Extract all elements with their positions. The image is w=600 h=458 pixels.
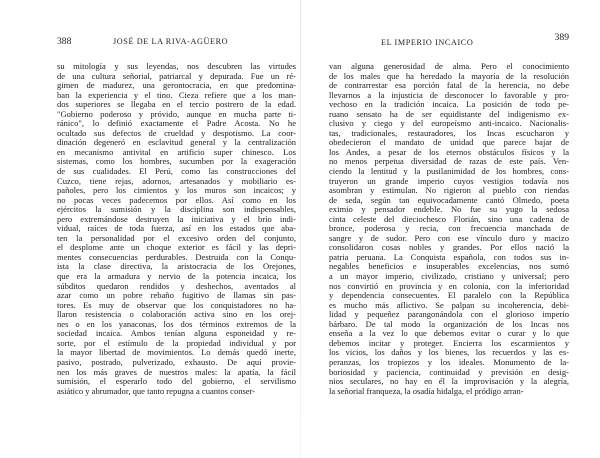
text-line: van alguna generosidad de alma. Pero el conocimiento: [329, 62, 569, 71]
text-line: sorte, por el estímulo de la propiedad individual y por: [57, 338, 296, 348]
text-line: truyeron un grande imperio cuyos vestigios todavía nos: [329, 176, 569, 186]
text-line: dinación degeneró en esclavitud general y la centralización: [57, 138, 296, 148]
text-line: vidual, raíces de toda fuerza, así en los estados que aba-: [57, 224, 296, 234]
text-line: de sus cualidades. El Perú, como las construcciones del: [57, 167, 296, 177]
text-line: ránico", lo definió exactamente el Padre Acosta. No he: [57, 119, 296, 129]
text-line: llaron resistencia o colaboración activa sino en los orej-: [57, 310, 296, 320]
text-line: tas, tradicionales, restauradores, los Incas escucharon y: [329, 128, 569, 138]
left-running-head: [57, 36, 296, 48]
text-line: la mayor libertad de movimientos. Lo demás quedó inerte,: [57, 348, 296, 358]
text-line: patria peruana. La Conquista española, con todos sus in-: [329, 252, 569, 262]
text-line: que era la armadura y nervio de la potencia incaica, los: [57, 272, 296, 282]
text-line: obedecieron el mandato de unidad que parece bajar de: [329, 138, 569, 148]
text-line: Cuzco, tiene rejas, adornos, artesanados y mobiliario es-: [57, 176, 296, 186]
left-running-title: JOSÉ DE LA RIVA-AGÜERO: [113, 37, 229, 46]
text-line: "Gobierno poderoso y próvido, aunque en mucha parte ti-: [57, 109, 296, 119]
text-line: es mucho más aflictivo. Se palpan su incoherencia, debi-: [329, 300, 569, 310]
text-line: ejércitos la sumisión y la disciplina son indispensables,: [57, 205, 296, 215]
right-running-head: [329, 32, 569, 48]
text-line: clusivo y ciego y del europeísmo anti-incaico. Nacionalis-: [329, 119, 569, 129]
text-line: no menos perpetua diversidad de razas de este país. Ven-: [329, 157, 569, 167]
text-line: no pocas veces padecemos por ellos. Así como en los: [57, 195, 296, 205]
left-page-number: 388: [57, 36, 72, 47]
page-gutter: [300, 0, 301, 458]
text-line: debemos incitar y proteger. Encierra los escarmientos y: [329, 338, 569, 348]
text-line: eximio y pensador endeble. No fue su yugo la sedosa: [329, 205, 569, 215]
text-line: pañoles, pero los cimientos y los muros son incaicos; y: [57, 186, 296, 196]
text-line: asiático y abrumador, que tanto repugna a cuantos conser-: [57, 386, 256, 396]
text-line: mentes consecuencias perdurables. Destruida con la Conqu-: [57, 252, 296, 262]
text-line: pero extremándose destruyen la iniciativa y el brío indi-: [57, 214, 296, 224]
text-line: y dependencia consecuentes. El paralelo con la República: [329, 291, 569, 301]
text-line: boriosidad y paciencia, continuidad y previsión en desig-: [329, 367, 569, 377]
text-line: llevarnos a la injusticia de desconocer lo favorable y pro-: [329, 90, 569, 100]
text-line: en mecanismo antivital en artificio super chinesco. Los: [57, 147, 296, 157]
text-line: sistemas, como los hombres, sucumben por la exageración: [57, 157, 296, 167]
text-line: sangre y de sudor. Pero con ese vínculo duro y macizo: [329, 233, 569, 243]
text-line: asombran y estimulan. No rigieron al pueblo con riendas: [329, 186, 569, 196]
text-line: de los males que ha heredado la mayoría de la resolución: [329, 71, 569, 81]
text-line: la señorial franqueza, la osadía hidalga, el pródigo arran-: [329, 386, 524, 396]
text-line: su mitología y sus leyendas, nos descubren las virtudes: [57, 62, 296, 71]
text-line: nes o en los yanaconas, los dos términos extremos de la: [57, 319, 296, 329]
text-line: a un mayor imperio, civilizado, cristiano y universal; pero: [329, 272, 569, 282]
right-running-title: EL IMPERIO INCAICO: [381, 38, 474, 47]
text-line: súbditos quedaron rendidos y deshechos, aventados al: [57, 281, 296, 291]
text-line: nen los más graves de nuestros males: la apatía, la fácil: [57, 367, 296, 377]
text-line: ista la clase directiva, la aristocracia de los Orejones,: [57, 262, 296, 272]
text-line: ruano sensato ha de ser equidistante del indigenismo ex-: [329, 109, 569, 119]
text-line: negables beneficios e insuperables excelencias, nos sumó: [329, 262, 569, 272]
text-line: ten la personalidad por el excesivo orden del conjunto,: [57, 233, 296, 243]
text-line: nos convirtió en provincia y en colonia, con la inferioridad: [329, 281, 569, 291]
text-line: pasivo, postrado, pulverizado, exhausto. De aquí provie-: [57, 357, 296, 367]
left-body-text: [57, 62, 296, 396]
text-line: de una cultura señorial, patriarcal y depurada. Fue un ré-: [57, 71, 296, 81]
text-line: dos superiores se llegaba en el tercio postrero de la edad.: [57, 100, 296, 110]
text-line: azar como un pobre rebaño fugitivo de llamas sin pas-: [57, 291, 296, 301]
text-line: los vicios, los daños y los bienes, los recuerdos y las es-: [329, 348, 569, 358]
right-page-number: 389: [554, 32, 569, 43]
text-line: bronce, poderosa y recia, con frecuencia manchada de: [329, 224, 569, 234]
text-line: nios seculares, no hay en él la improvisación y la alegría,: [329, 377, 569, 387]
left-page: [57, 36, 296, 396]
text-line: cinta celeste del dieciochesco Florián, sino una cadena de: [329, 214, 569, 224]
text-line: de contrarrestar esa porción fatal de la herencia, no debe: [329, 81, 569, 91]
text-line: sumisión, el esperarlo todo del gobierno, el servilismo: [57, 377, 296, 387]
text-line: el desplome ante un choque exterior es fácil y las depri-: [57, 243, 296, 253]
text-line: enseña a la vez lo que debemos evitar o curar y lo que: [329, 329, 569, 339]
text-line: peranzas, los tropiezos y los ideales. Monumento de la-: [329, 357, 569, 367]
text-line: los Andes, a pesar de los eternos obstáculos físicos y la: [329, 147, 569, 157]
text-line: lidad y pequeñez parangonándola con el glorioso imperio: [329, 310, 569, 320]
text-line: de seda, según tan equivocadamente cantó Olmedo, poeta: [329, 195, 569, 205]
right-body-text: [329, 62, 569, 396]
text-line: ocultado sus defectos de crueldad y despotismo. La coor-: [57, 128, 296, 138]
text-line: ban la experiencia y el tino. Cieza refiere que a los man-: [57, 90, 296, 100]
right-page: [329, 32, 569, 396]
text-line: ciendo la lentitud y la pusilanimidad de los hombres, cons-: [329, 167, 569, 177]
text-line: vechoso en la tradición incaica. La posición de todo pe-: [329, 100, 569, 110]
text-line: consolidaron cosas nobles y grandes. Por ellos nació la: [329, 243, 569, 253]
text-line: tores. Es muy de observar que los conquistadores no ha-: [57, 300, 296, 310]
text-line: bárbaro. De tal modo la organización de los Incas nos: [329, 319, 569, 329]
text-line: gimen de madurez, una gerontocracia, en que predomina-: [57, 81, 296, 91]
text-line: sociedad incaica. Ambos tenían alguna esponeidad y re-: [57, 329, 296, 339]
